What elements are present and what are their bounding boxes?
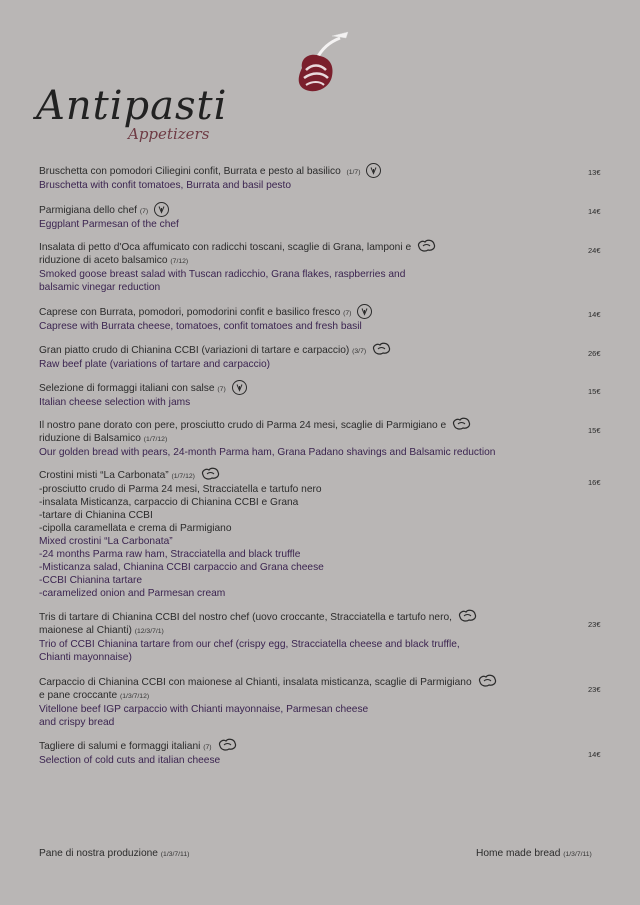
- item-name-it: Il nostro pane dorato con pere, prosciutto crudo di Parma 24 mesi, scaglie di Parmigiano e: [39, 420, 447, 432]
- item-name-it: Gran piatto crudo di Chianina CCBI (variazioni di tartare e carpaccio): [39, 345, 350, 357]
- item-name-it: Caprese con Burrata, pomodori, pomodorini confit e basilico fresco: [39, 307, 341, 319]
- item-name-it: Carpaccio di Chianina CCBI con maionese al Chianti, insalata misticanza, scaglie di Parmigiano: [39, 677, 472, 689]
- item-name-it: Bruschetta con pomodori Ciliegini confit, Burrata e pesto al basilico: [39, 166, 341, 178]
- item-name-it: Selezione di formaggi italiani con salse: [39, 383, 215, 395]
- menu-item: [39, 164, 559, 192]
- item-name-it-cont: riduzione di Balsamico: [39, 433, 141, 445]
- item-name-en: and crispy bread: [39, 717, 115, 729]
- section-title: Antipasti: [36, 83, 228, 129]
- item-name-en: Smoked goose breast salad with Tuscan radicchio, Grana flakes, raspberries and: [39, 269, 406, 281]
- menu-item: [39, 344, 559, 371]
- section-subtitle: Appetizers: [128, 125, 210, 143]
- allergen-codes: (3/7): [352, 348, 367, 356]
- item-name-en: Italian cheese selection with jams: [39, 397, 191, 409]
- allergen-codes: (7): [217, 386, 226, 394]
- item-price: 23€: [588, 685, 601, 694]
- item-price: 13€: [588, 168, 601, 177]
- item-price: 15€: [588, 426, 601, 435]
- menu-item: [39, 203, 559, 231]
- item-name-en: Caprese with Burrata cheese, tomatoes, confit tomatoes and fresh basil: [39, 321, 362, 333]
- allergen-codes: (1/3/7/11): [160, 851, 190, 858]
- allergen-codes: (7): [139, 208, 149, 216]
- menu-item: [39, 305, 559, 333]
- item-name-en: Raw beef plate (variations of tartare and carpaccio): [39, 359, 271, 371]
- item-name-it-cont: e pane croccante: [39, 690, 118, 702]
- meat-icon: [417, 239, 436, 252]
- footer-bread-en: [476, 848, 592, 859]
- item-name-en: balsamic vinegar reduction: [39, 282, 161, 294]
- allergen-codes: (12/3/7/1): [134, 628, 164, 636]
- allergen-codes: (1/3/7/11): [563, 851, 592, 858]
- item-price: 16€: [588, 478, 601, 487]
- item-detail-it: -cipolla caramellata e crema di Parmigiano: [39, 523, 232, 535]
- item-detail-en: -24 months Parma raw ham, Stracciatella and black truffle: [39, 549, 301, 561]
- meat-icon: [478, 674, 497, 687]
- allergen-codes: (1/7/12): [143, 436, 168, 444]
- footer-text: Pane di nostra produzione: [39, 848, 158, 859]
- allergen-codes: (1/7): [346, 169, 361, 177]
- vegetarian-icon: [357, 304, 372, 319]
- item-name-it: Insalata di petto d'Oca affumicato con radicchi toscani, scaglie di Grana, lamponi e: [39, 242, 412, 254]
- item-price: 24€: [588, 246, 601, 255]
- item-detail-en: -CCBI Chianina tartare: [39, 575, 143, 587]
- meat-icon: [458, 609, 477, 622]
- allergen-codes: (7): [343, 310, 352, 318]
- item-detail-it: -insalata Misticanza, carpaccio di Chianina CCBI e Grana: [39, 497, 299, 509]
- item-name-it: Tagliere di salumi e formaggi italiani: [39, 741, 201, 753]
- item-name-it-cont: riduzione di aceto balsamico: [39, 255, 168, 267]
- item-name-en: Our golden bread with pears, 24-month Parma ham, Grana Padano shavings and Balsamic reduction: [39, 447, 496, 459]
- item-price: 23€: [588, 620, 601, 629]
- footer-text: Home made bread: [476, 848, 561, 859]
- item-name-en: Selection of cold cuts and italian cheese: [39, 755, 221, 767]
- item-name-en: Eggplant Parmesan of the chef: [39, 219, 179, 231]
- menu-item: [39, 241, 559, 294]
- menu-item: [39, 676, 559, 729]
- item-name-it-cont: maionese al Chianti): [39, 625, 132, 637]
- vegetarian-icon: [232, 380, 247, 395]
- item-detail-en: -Misticanza salad, Chianina CCBI carpaccio and Grana cheese: [39, 562, 324, 574]
- menu-item: [39, 419, 559, 459]
- menu-item: [39, 611, 559, 664]
- menu-item: [39, 381, 559, 409]
- allergen-codes: (7/12): [170, 258, 189, 266]
- footer-bread-it: [39, 848, 189, 859]
- item-price: 14€: [588, 207, 601, 216]
- item-price: 15€: [588, 387, 601, 396]
- restaurant-logo: [292, 30, 352, 96]
- item-name-en: Vitellone beef IGP carpaccio with Chianti mayonnaise, Parmesan cheese: [39, 704, 369, 716]
- section-header: [36, 82, 236, 152]
- item-price: 26€: [588, 349, 601, 358]
- meat-icon: [201, 467, 220, 480]
- allergen-codes: (1/3/7/12): [120, 693, 150, 701]
- vegetarian-icon: [366, 163, 381, 178]
- meat-icon: [452, 417, 471, 430]
- item-detail-it: -prosciutto crudo di Parma 24 mesi, Stracciatella e tartufo nero: [39, 484, 322, 496]
- item-name-en: Mixed crostini “La Carbonata”: [39, 536, 173, 548]
- item-detail-en: -caramelized onion and Parmesan cream: [39, 588, 226, 600]
- vegetarian-icon: [154, 202, 169, 217]
- item-name-it: Tris di tartare di Chianina CCBI del nostro chef (uovo croccante, Stracciatella e tartufo nero,: [39, 612, 452, 624]
- item-detail-it: -tartare di Chianina CCBI: [39, 510, 153, 522]
- item-price: 14€: [588, 750, 601, 759]
- item-name-it: Crostini misti “La Carbonata”: [39, 470, 169, 482]
- meat-icon: [372, 342, 391, 355]
- menu-item: [39, 469, 559, 600]
- item-name-en: Bruschetta with confit tomatoes, Burrata and basil pesto: [39, 180, 291, 192]
- item-price: 14€: [588, 310, 601, 319]
- allergen-codes: (7): [203, 744, 212, 752]
- menu-item: [39, 740, 559, 767]
- allergen-codes: (1/7/12): [171, 473, 195, 481]
- item-name-en: Trio of CCBI Chianina tartare from our chef (crispy egg, Stracciatella cheese and black truffle,: [39, 639, 460, 651]
- meat-icon: [218, 738, 237, 751]
- item-name-en: Chianti mayonnaise): [39, 652, 132, 664]
- item-name-it: Parmigiana dello chef: [39, 205, 137, 217]
